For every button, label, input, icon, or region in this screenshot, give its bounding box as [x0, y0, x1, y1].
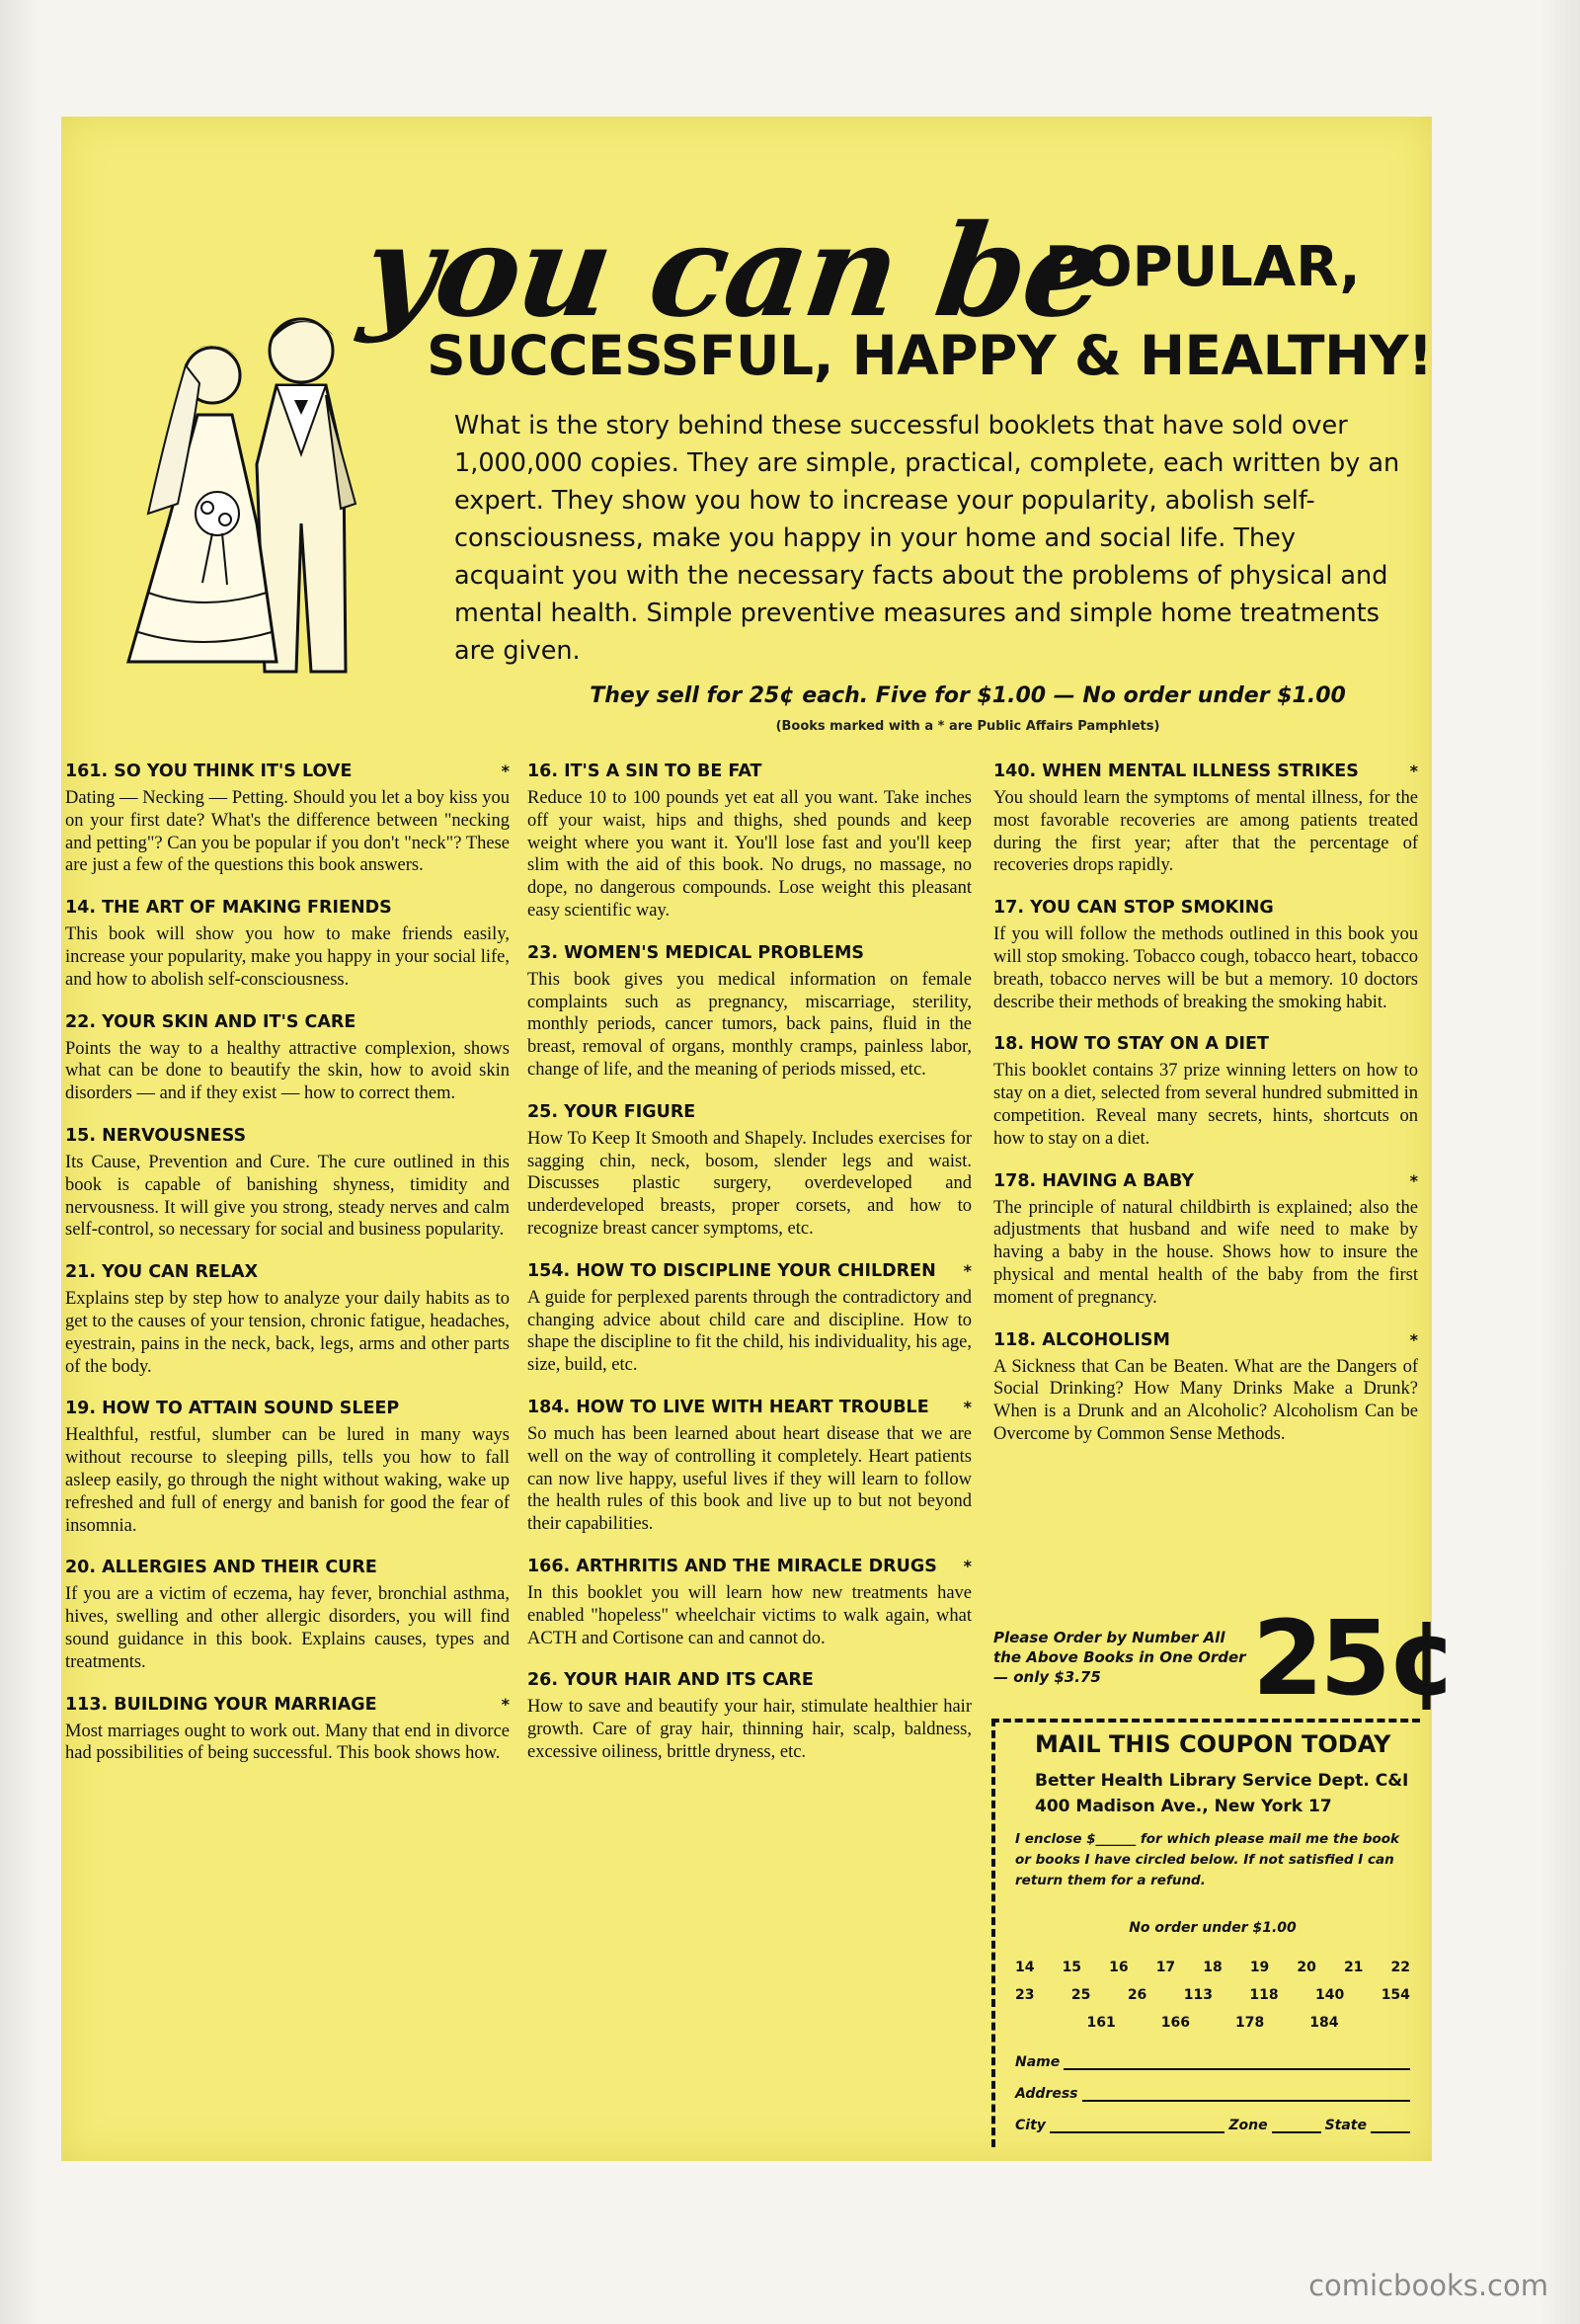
- booklet-number[interactable]: 14: [1015, 1960, 1035, 1975]
- pamphlet-star-icon: *: [1409, 1329, 1418, 1349]
- booklet-title: 184. HOW TO LIVE WITH HEART TROUBLE: [527, 1397, 929, 1417]
- public-affairs-note: (Books marked with a * are Public Affairs Pamphlets): [775, 719, 1160, 734]
- booklet-item: [65, 1398, 510, 1537]
- booklet-title: 113. BUILDING YOUR MARRIAGE: [65, 1694, 377, 1715]
- address-label: Address: [1015, 2086, 1078, 2102]
- coupon-address-line-2: 400 Madison Ave., New York 17: [1035, 1797, 1332, 1816]
- booklet-title: 18. HOW TO STAY ON A DIET: [993, 1034, 1269, 1055]
- booklet-description: Dating — Necking — Petting. Should you let a boy kiss you on your first date? What's the difference between "necking and petting"? Can you be popular if you don't "neck"? These are just a few of the questions this book answers.: [65, 788, 510, 876]
- booklet-item: [65, 1261, 510, 1378]
- booklet-item: [527, 1260, 972, 1377]
- name-field[interactable]: [1015, 2052, 1410, 2070]
- intro-paragraph: What is the story behind these successful booklets that have sold over 1,000,000 copies. They are simple, practical, complete, each written by an expert. They show you how to increase your popularity, abolish self-consciousness, make you happy in your home and social life. They acquaint you with the necessary facts about the problems of physical and mental health. Simple preventive measures and simple home treatments are given.: [454, 411, 1400, 666]
- booklet-title: 25. YOUR FIGURE: [527, 1101, 696, 1122]
- booklet-title: 14. THE ART OF MAKING FRIENDS: [65, 898, 392, 919]
- booklet-number[interactable]: 161: [1086, 2015, 1116, 2031]
- pamphlet-star-icon: *: [963, 1397, 972, 1416]
- state-label: State: [1324, 2118, 1367, 2133]
- booklet-description: How To Keep It Smooth and Shapely. Includes exercises for sagging chin, neck, bosom, slender legs and waist. Discusses plastic surgery, overdeveloped and underdeveloped breasts, proper corsets, and how to recognize breast cancer symptoms, etc.: [527, 1128, 972, 1239]
- booklet-item: [65, 761, 510, 877]
- coupon-address: [1035, 1768, 1420, 1819]
- booklet-number[interactable]: 118: [1249, 1987, 1279, 2003]
- booklet-description: You should learn the symptoms of mental illness, for the most favorable recoveries are among patients treated during the first year; after that the percentage of recoveries drops rapidly.: [993, 788, 1418, 876]
- booklet-title: 23. WOMEN'S MEDICAL PROBLEMS: [527, 942, 865, 963]
- booklet-description: Points the way to a healthy attractive complexion, shows what can be done to beautify the skin, how to avoid skin disorders — and if they exist — how to correct them.: [65, 1038, 510, 1104]
- booklet-title: 118. ALCOHOLISM: [993, 1329, 1170, 1350]
- booklet-item: [527, 1101, 972, 1241]
- booklet-item: [527, 761, 972, 922]
- city-blank[interactable]: [1050, 2116, 1224, 2133]
- booklet-description: How to save and beautify your hair, stimulate healthier hair growth. Care of gray hair, thinning hair, scalp, baldness, excessive oiliness, brittle dryness, etc.: [527, 1697, 972, 1762]
- booklet-description: Explains step by step how to analyze your daily habits as to get to the causes of your tension, chronic fatigue, headaches, eyestrain, pains in the neck, back, legs, arms and other parts of the body.: [65, 1289, 510, 1377]
- booklet-number[interactable]: 140: [1315, 1987, 1345, 2003]
- booklet-item: [993, 1033, 1418, 1150]
- pamphlet-star-icon: *: [963, 1556, 972, 1575]
- booklet-number[interactable]: 20: [1297, 1960, 1316, 1975]
- name-label: Name: [1015, 2054, 1061, 2070]
- booklet-title: 17. YOU CAN STOP SMOKING: [993, 898, 1274, 919]
- booklet-title: 140. WHEN MENTAL ILLNESS STRIKES: [993, 761, 1359, 781]
- booklet-description: A Sickness that Can be Beaten. What are the Dangers of Social Drinking? How Many Drinks Make a Drunk? When is a Drunk and an Alcoholic? Alcoholism Can be Overcome by Common Sense Methods.: [993, 1356, 1418, 1444]
- booklet-description: The principle of natural childbirth is explained; also the adjustments that husband and wife need to make by having a baby in the house. Shows how to insure the physical and mental health of the baby from the first moment of pregnancy.: [993, 1197, 1418, 1308]
- booklet-description: Its Cause, Prevention and Cure. The cure outlined in this book is capable of banishing shyness, timidity and nervousness. It will give you strong, steady nerves and calm self-control, so necessary for social and business popularity.: [65, 1152, 510, 1241]
- booklet-description: If you will follow the methods outlined in this book you will stop smoking. Tobacco cough, tobacco heart, tobacco breath, tobacco nerves will be but a memory. 10 doctors describe their methods of breaking the smoking habit.: [993, 924, 1418, 1012]
- booklet-title: 21. YOU CAN RELAX: [65, 1262, 259, 1283]
- booklet-item: [527, 1669, 972, 1763]
- booklet-number-row-3: [1015, 2015, 1410, 2031]
- address-blank[interactable]: [1082, 2084, 1410, 2102]
- booklet-number[interactable]: 17: [1155, 1960, 1176, 1975]
- booklet-title: 19. HOW TO ATTAIN SOUND SLEEP: [65, 1399, 400, 1419]
- headline-popular: POPULAR,: [1045, 235, 1361, 299]
- booklet-number[interactable]: 166: [1160, 2015, 1190, 2031]
- booklet-column-1: [65, 761, 510, 1785]
- booklet-title: 178. HAVING A BABY: [993, 1170, 1195, 1191]
- order-instructions: Please Order by Number All the Above Books in One Order — only $3.75: [993, 1629, 1246, 1686]
- booklet-item: [65, 1125, 510, 1242]
- booklet-description: This book gives you medical information on female complaints such as pregnancy, miscarriage, sterility, monthly periods, cancer tumors, back pains, fluid in the breast, removal of organs, monthly cramps, painless labor, change of life, and the meaning of periods missed, etc.: [527, 969, 972, 1080]
- pamphlet-star-icon: *: [1409, 761, 1418, 780]
- booklet-item: [65, 1694, 510, 1766]
- zone-label: Zone: [1228, 2118, 1268, 2133]
- coupon-enclosure-text: I enclose $______ for which please mail me the book or books I have circled below. If not satisfied I can return them for a refund.: [1015, 1831, 1400, 1888]
- booklet-title: 20. ALLERGIES AND THEIR CURE: [65, 1558, 377, 1578]
- coupon-title: MAIL THIS COUPON TODAY: [1035, 1730, 1391, 1758]
- booklet-item: [527, 1556, 972, 1649]
- booklet-description: Reduce 10 to 100 pounds yet eat all you want. Take inches off your waist, hips and thighs, shed pounds and keep weight where you want it. You'll lose fast and you'll keep slim with the aid of this book. No drugs, no massage, no dope, no dangerous compounds. Lose weight this pleasant easy scientific way.: [527, 788, 972, 921]
- pamphlet-star-icon: *: [501, 1694, 510, 1714]
- booklet-description: Most marriages ought to work out. Many that end in divorce had possibilities of being successful. This book shows how.: [65, 1721, 510, 1764]
- address-field[interactable]: [1015, 2084, 1410, 2102]
- booklet-description: A guide for perplexed parents through the contradictory and changing advice about child care and discipline. How to shape the discipline to fit the child, his individuality, his age, size, build, etc.: [527, 1287, 972, 1376]
- booklet-title: 154. HOW TO DISCIPLINE YOUR CHILDREN: [527, 1260, 936, 1281]
- booklet-number[interactable]: 26: [1127, 1987, 1147, 2003]
- booklet-number[interactable]: 184: [1309, 2015, 1339, 2031]
- booklet-number[interactable]: 18: [1203, 1960, 1223, 1975]
- booklet-item: [993, 1170, 1418, 1310]
- price-badge: 25¢: [1252, 1598, 1456, 1719]
- booklet-number[interactable]: 25: [1070, 1987, 1091, 2003]
- bride-groom-illustration: [109, 267, 385, 681]
- booklet-description: So much has been learned about heart disease that we are well on the way of controlling it completely. Heart patients can now live happy, useful lives if they will learn to follow the health rules of this book and live up to but not beyond their capabilities.: [527, 1423, 972, 1535]
- pamphlet-star-icon: *: [963, 1260, 972, 1280]
- booklet-title: 26. YOUR HAIR AND ITS CARE: [527, 1670, 814, 1691]
- booklet-description: This book will show you how to make friends easily, increase your popularity, make you happy in your social life, and how to abolish self-consciousness.: [65, 924, 510, 990]
- name-blank[interactable]: [1064, 2052, 1410, 2070]
- booklet-item: [993, 897, 1418, 1013]
- booklet-number[interactable]: 16: [1109, 1960, 1129, 1975]
- booklet-number[interactable]: 113: [1183, 1987, 1213, 2003]
- city-zone-state-field[interactable]: [1015, 2116, 1410, 2133]
- booklet-title: 15. NERVOUSNESS: [65, 1125, 247, 1146]
- booklet-item: [993, 761, 1418, 877]
- booklet-number-row-1: [1015, 1960, 1410, 1975]
- booklet-column-2: [527, 761, 972, 1784]
- booklet-description: In this booklet you will learn how new treatments have enabled "hopeless" wheelchair victims to walk again, what ACTH and Cortisone can and cannot do.: [527, 1582, 972, 1648]
- booklet-title: 16. IT'S A SIN TO BE FAT: [527, 761, 762, 781]
- order-price-block: [993, 1598, 1456, 1719]
- booklet-number[interactable]: 19: [1249, 1960, 1270, 1975]
- booklet-title: 166. ARTHRITIS AND THE MIRACLE DRUGS: [527, 1556, 937, 1576]
- booklet-number-row-2: [1015, 1987, 1410, 2003]
- coupon-address-line-1: Better Health Library Service Dept. C&I: [1035, 1771, 1409, 1791]
- booklet-number[interactable]: 154: [1381, 1987, 1410, 2003]
- booklet-description: This booklet contains 37 prize winning letters on how to stay on a diet, selected from several hundred submitted in competition. Reveal many secrets, hints, shortcuts on how to stay on a diet.: [993, 1061, 1418, 1149]
- city-label: City: [1015, 2118, 1046, 2133]
- mail-coupon[interactable]: [991, 1719, 1420, 2147]
- headline-script: you can be: [355, 198, 1114, 346]
- pamphlet-star-icon: *: [501, 761, 510, 780]
- headline-subtitle: SUCCESSFUL, HAPPY & HEALTHY!: [427, 324, 1433, 387]
- booklet-title: 161. SO YOU THINK IT'S LOVE: [65, 761, 353, 781]
- booklet-number[interactable]: 21: [1343, 1960, 1364, 1975]
- booklet-number[interactable]: 178: [1235, 2015, 1265, 2031]
- booklet-item: [527, 942, 972, 1082]
- pamphlet-star-icon: *: [1409, 1170, 1418, 1190]
- state-blank[interactable]: [1371, 2116, 1410, 2133]
- booklet-column-3: [993, 761, 1418, 1466]
- booklet-item: [527, 1397, 972, 1536]
- price-line: They sell for 25¢ each. Five for $1.00 — No order under $1.00: [590, 683, 1346, 708]
- booklet-description: Healthful, restful, slumber can be lured in many ways without recourse to sleeping pills, tells you how to fall asleep easily, go through the night without waking, wake up refreshed and full of energy and banish for good the fear of insomnia.: [65, 1425, 510, 1536]
- booklet-item: [65, 1011, 510, 1105]
- coupon-minimum-order: No order under $1.00: [1129, 1920, 1297, 1936]
- booklet-number[interactable]: 15: [1062, 1960, 1082, 1975]
- source-watermark: comicbooks.com: [1308, 2269, 1548, 2302]
- booklet-item: [993, 1329, 1418, 1446]
- booklet-item: [65, 897, 510, 991]
- booklet-number[interactable]: 23: [1015, 1987, 1035, 2003]
- booklet-item: [65, 1557, 510, 1673]
- booklet-description: If you are a victim of eczema, hay fever, bronchial asthma, hives, swelling and other allergic disorders, you will find sound guidance in this book. Explains causes, types and treatments.: [65, 1584, 510, 1672]
- zone-blank[interactable]: [1272, 2116, 1321, 2133]
- booklet-number[interactable]: 22: [1390, 1960, 1410, 1975]
- booklet-title: 22. YOUR SKIN AND IT'S CARE: [65, 1011, 356, 1032]
